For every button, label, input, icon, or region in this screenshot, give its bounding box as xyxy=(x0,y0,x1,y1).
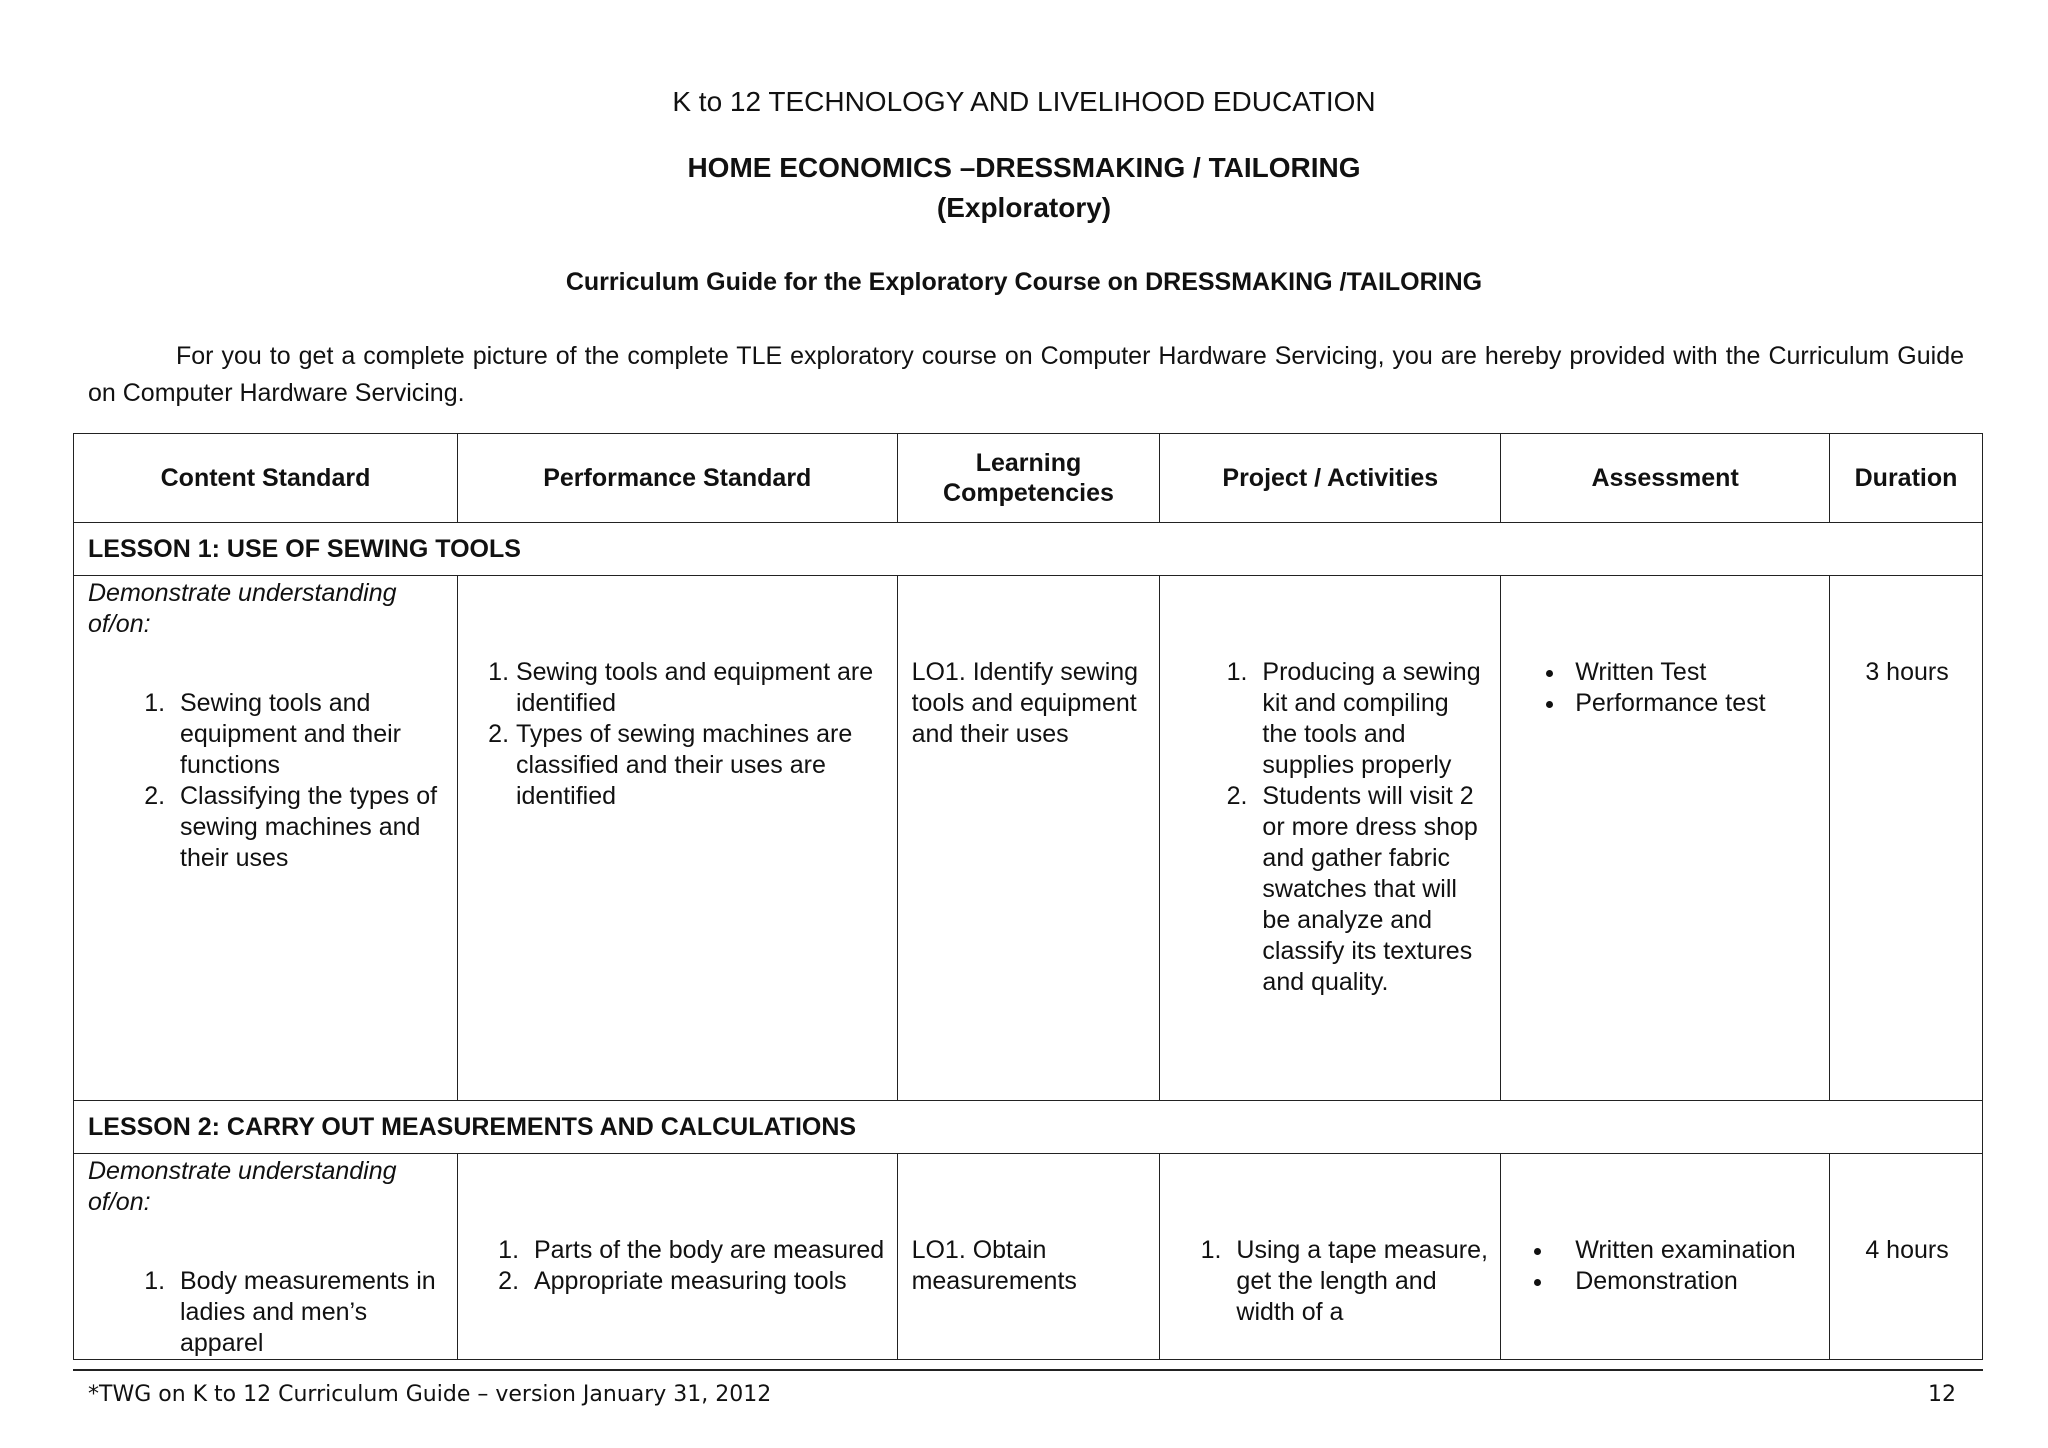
content-intro: Demonstrate understanding of/on: xyxy=(88,579,397,638)
learning-competency-cell xyxy=(897,1154,1160,1360)
performance-standard-cell xyxy=(457,1154,897,1360)
intro-paragraph: For you to get a complete picture of the complete TLE exploratory course on Computer Hardware Servicing, you are hereby provided with the Curriculum Guide on Computer Hardware Servicing. xyxy=(88,342,1964,407)
page-number: 12 xyxy=(1928,1382,1956,1407)
content-intro: Demonstrate understanding of/on: xyxy=(88,1157,397,1216)
list-item: 2. Types of sewing machines are classified and their uses are identified xyxy=(516,719,885,812)
lesson-row xyxy=(74,1154,1983,1360)
performance-standard-cell xyxy=(457,576,897,1101)
project-activities-cell xyxy=(1160,1154,1501,1360)
header-performance-standard: Performance Standard xyxy=(457,434,897,523)
subject-title: HOME ECONOMICS –DRESSMAKING / TAILORING xyxy=(687,152,1361,183)
list-item: 1. Body measurements in ladies and men’s apparel xyxy=(172,1266,445,1359)
header-duration: Duration xyxy=(1830,434,1983,523)
list-item: 1. Sewing tools and equipment and their functions xyxy=(172,688,445,781)
list-item: • Written examination xyxy=(1555,1235,1817,1266)
list-item: • Demonstration xyxy=(1555,1266,1817,1297)
duration-text: 4 hours xyxy=(1865,1236,1949,1264)
header-project-activities: Project / Activities xyxy=(1160,434,1501,523)
duration-cell xyxy=(1830,1154,1983,1360)
guide-title: Curriculum Guide for the Exploratory Course on DRESSMAKING /TAILORING xyxy=(565,268,1483,296)
content-standard-cell xyxy=(74,576,458,1101)
list-item: 1. Producing a sewing kit and compiling the tools and supplies properly xyxy=(1254,657,1488,781)
learning-competency-cell xyxy=(897,576,1160,1101)
lesson-heading-row xyxy=(74,1101,1983,1154)
duration-cell xyxy=(1830,576,1983,1101)
list-item: 1. Using a tape measure, get the length and width of a xyxy=(1228,1235,1488,1328)
list-item: 2. Appropriate measuring tools xyxy=(526,1266,885,1297)
list-item: 2. Classifying the types of sewing machines and their uses xyxy=(172,781,445,874)
lesson-title: LESSON 2: CARRY OUT MEASUREMENTS AND CALCULATIONS xyxy=(74,1101,1983,1154)
project-activities-cell xyxy=(1160,576,1501,1101)
header-content-standard: Content Standard xyxy=(74,434,458,523)
duration-text: 3 hours xyxy=(1865,658,1949,686)
footer-note: *TWG on K to 12 Curriculum Guide – version January 31, 2012 xyxy=(88,1382,772,1407)
assessment-cell xyxy=(1501,576,1830,1101)
competency-text: LO1. Obtain measurements xyxy=(911,1236,1077,1295)
doc-title: K to 12 TECHNOLOGY AND LIVELIHOOD EDUCATION xyxy=(672,86,1376,117)
lesson-heading-row xyxy=(74,523,1983,576)
content-standard-cell xyxy=(74,1154,458,1360)
curriculum-table xyxy=(73,433,1983,1360)
table-header-row xyxy=(74,434,1983,523)
list-item: • Performance test xyxy=(1567,688,1817,719)
course-type: (Exploratory) xyxy=(936,192,1112,223)
lesson-row xyxy=(74,576,1983,1101)
assessment-cell xyxy=(1501,1154,1830,1360)
list-item: 1. Parts of the body are measured xyxy=(526,1235,885,1266)
footer-divider xyxy=(73,1369,1983,1371)
list-item: • Written Test xyxy=(1567,657,1817,688)
competency-text: LO1. Identify sewing tools and equipment and their uses xyxy=(911,658,1139,748)
list-item: 2. Students will visit 2 or more dress shop and gather fabric swatches that will be analyze and classify its textures and quality. xyxy=(1254,781,1488,998)
header-assessment: Assessment xyxy=(1501,434,1830,523)
lesson-title: LESSON 1: USE OF SEWING TOOLS xyxy=(74,523,1983,576)
header-learning-competencies: Learning Competencies xyxy=(897,434,1160,523)
list-item: 1. Sewing tools and equipment are identified xyxy=(516,657,885,719)
